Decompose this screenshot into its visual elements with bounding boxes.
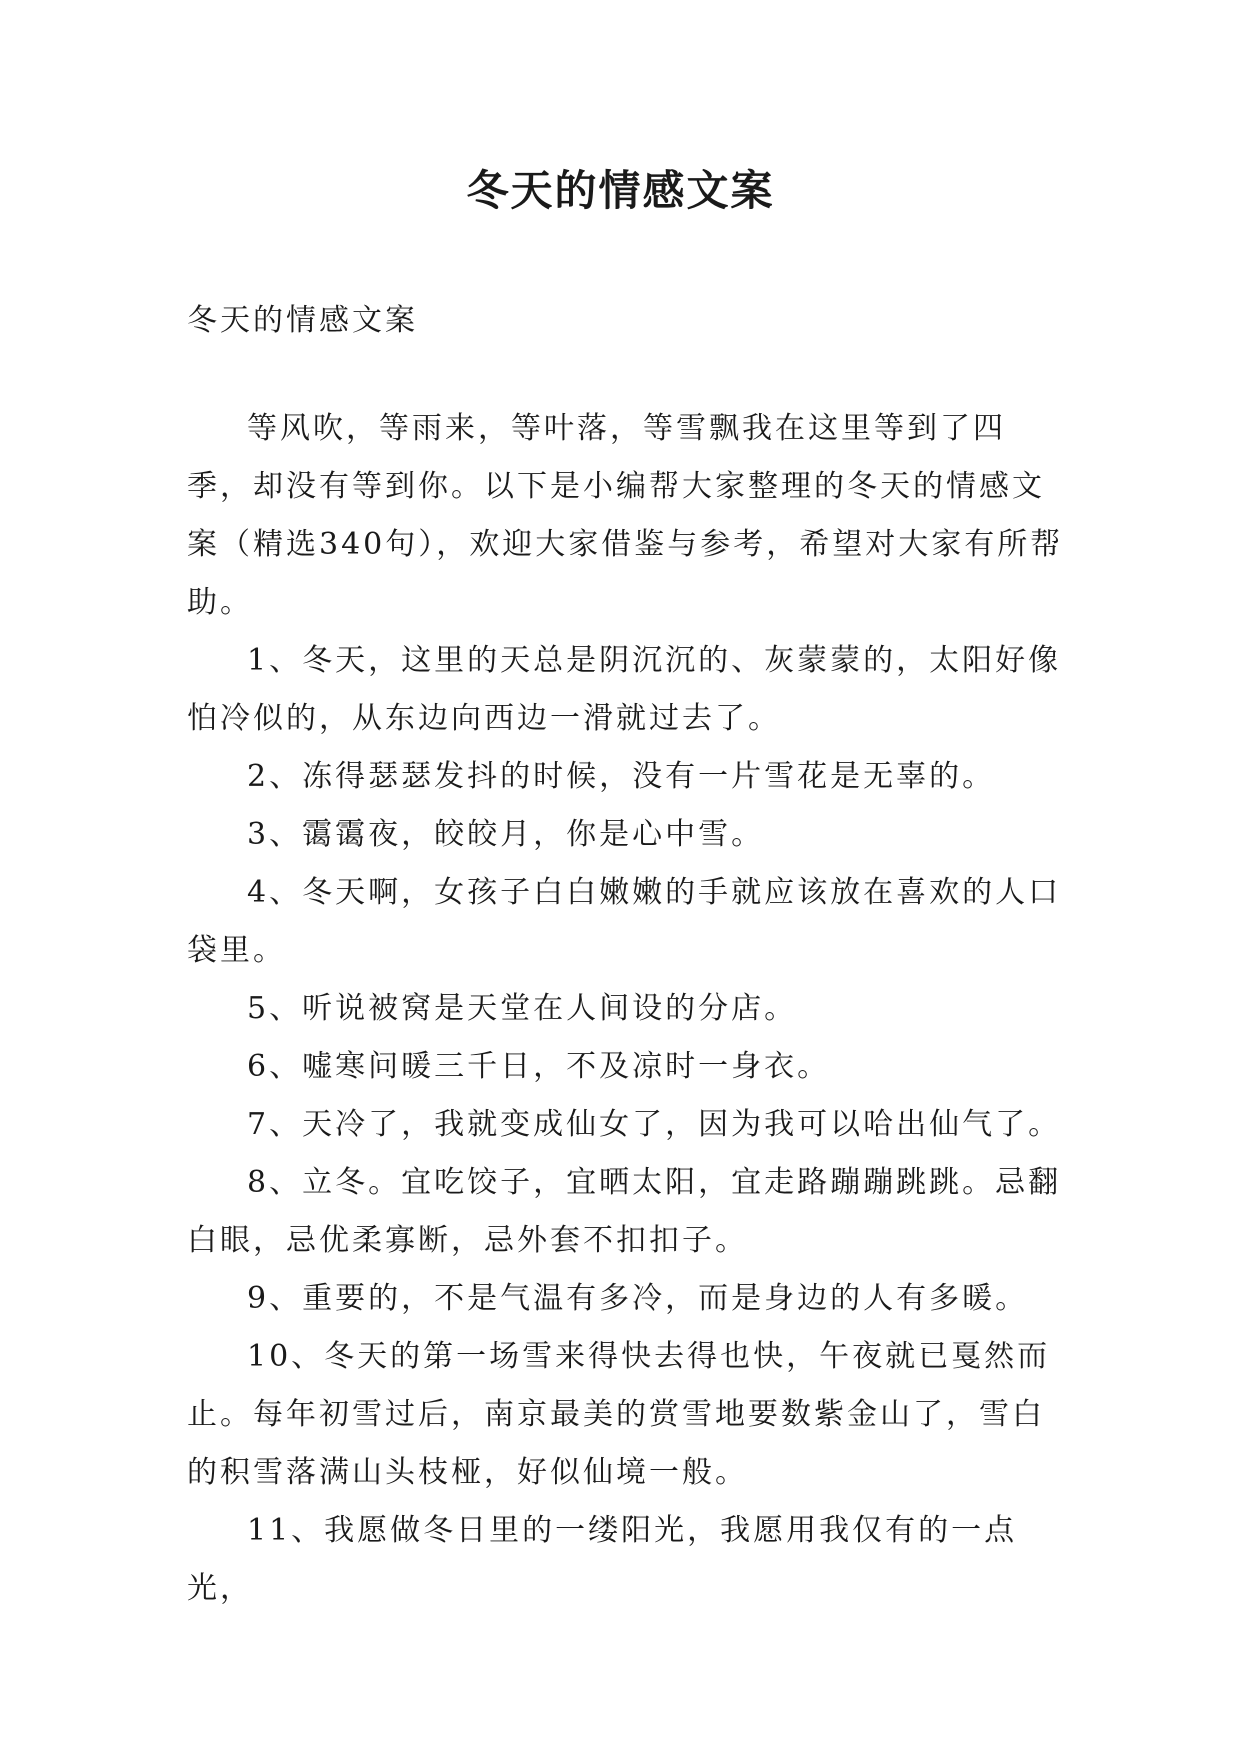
paragraph-item: 1、冬天，这里的天总是阴沉沉的、灰蒙蒙的，太阳好像怕冷似的，从东边向西边一滑就过去了。 <box>187 643 1062 736</box>
paragraph-item: 4、冬天啊，女孩子白白嫩嫩的手就应该放在喜欢的人口袋里。 <box>187 875 1062 968</box>
document-title: 冬天的情感文案 <box>466 166 775 215</box>
paragraph-intro: 等风吹，等雨来，等叶落，等雪飘我在这里等到了四季，却没有等到你。以下是小编帮大家整理的冬天的情感文案（精选340句），欢迎大家借鉴与参考，希望对大家有所帮助。 <box>187 411 1064 620</box>
paragraph-item: 2、冻得瑟瑟发抖的时候，没有一片雪花是无辜的。 <box>247 759 996 794</box>
paragraph-item: 6、嘘寒问暖三千日，不及凉时一身衣。 <box>247 1049 831 1084</box>
paragraph-item: 8、立冬。宜吃饺子，宜晒太阳，宜走路蹦蹦跳跳。忌翻白眼，忌优柔寡断，忌外套不扣扣子。 <box>187 1165 1062 1258</box>
paragraph-item: 3、霭霭夜，皎皎月，你是心中雪。 <box>247 817 765 852</box>
document-subtitle: 冬天的情感文案 <box>187 303 418 338</box>
paragraph-item: 11、我愿做冬日里的一缕阳光，我愿用我仅有的一点光， <box>187 1513 1018 1606</box>
paragraph-item: 7、天冷了，我就变成仙女了，因为我可以哈出仙气了。 <box>247 1107 1062 1142</box>
paragraph-item: 10、冬天的第一场雪来得快去得也快，午夜就已戛然而止。每年初雪过后，南京最美的赏雪地要数紫金山了，雪白的积雪落满山头枝桠，好似仙境一般。 <box>187 1339 1051 1490</box>
document-body <box>187 400 1067 1618</box>
paragraph-item: 9、重要的，不是气温有多冷，而是身边的人有多暖。 <box>247 1281 1029 1316</box>
paragraph-item: 5、听说被窝是天堂在人间设的分店。 <box>247 991 798 1026</box>
